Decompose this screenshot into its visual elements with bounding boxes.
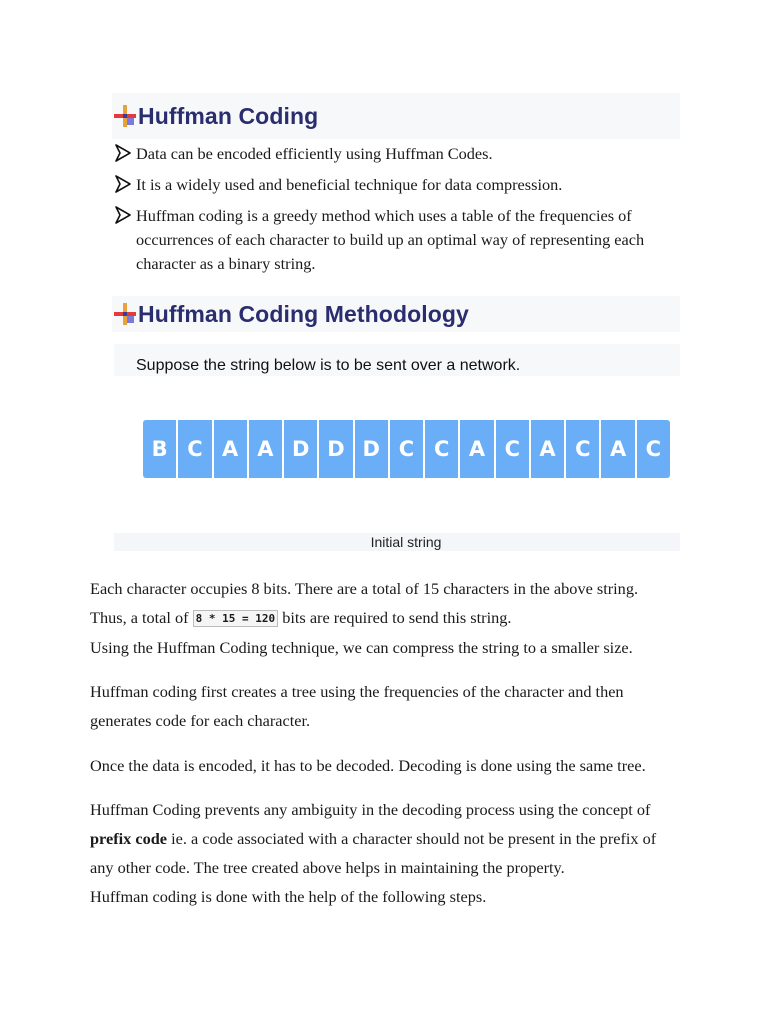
arrow-bullet-icon [114,175,132,193]
section-title: Huffman Coding [138,102,319,129]
text-span: bits are required to send this string. [282,608,512,627]
plus-cross-icon [114,105,136,127]
heading-bar-huffman-coding [112,93,680,139]
plus-cross-icon [114,303,136,325]
paragraph-line [90,603,690,633]
string-char-cell: D [353,420,388,478]
paragraph-bits [90,574,690,662]
string-char-cell: C [423,420,458,478]
bold-term: prefix code [90,829,168,848]
bullet-list [114,142,684,283]
list-item [114,204,684,276]
paragraph-tree: Huffman coding first creates a tree using the frequencies of the character and then generates code for each character. [90,682,624,730]
list-item [114,142,684,166]
figure-caption: Initial string [370,534,442,550]
heading-bar-methodology [112,296,680,332]
paragraph-line: Huffman coding is done with the help of the following steps. [90,887,487,906]
arrow-bullet-icon [114,206,132,224]
string-char-cell: A [212,420,247,478]
string-char-cell: D [282,420,317,478]
bullet-text: Data can be encoded efficiently using Huffman Codes. [136,144,493,163]
suppose-text: Suppose the string below is to be sent over a network. [136,357,521,374]
string-char-cell: D [317,420,352,478]
string-char-cell: C [564,420,599,478]
string-char-cell: B [151,437,168,461]
list-item [114,173,684,197]
string-char-cell: C [494,420,529,478]
text-span: Thus, a total of [90,608,189,627]
bullet-text: Huffman coding is a greedy method which uses a table of the frequencies of occurrences of each character to build up an optimal way of representing each character as a binary string. [136,206,645,273]
string-char-cell: A [599,420,634,478]
paragraph-decode: Once the data is encoded, it has to be decoded. Decoding is done using the same tree. [90,756,646,775]
initial-string-diagram [143,420,670,478]
bullet-text: It is a widely used and beneficial technique for data compression. [136,175,563,194]
string-char-cell: A [458,420,493,478]
string-char-cell: A [247,420,282,478]
text-span: ie. a code associated with a character should not be present in the prefix of any other code. The tree created above helps in maintaining the property. [90,829,657,877]
paragraph-line: Using the Huffman Coding technique, we can compress the string to a smaller size. [90,638,633,657]
string-char-cell: A [529,420,564,478]
string-char-cell: C [176,420,211,478]
section-title: Huffman Coding Methodology [138,300,469,327]
arrow-bullet-icon [114,144,132,162]
paragraph-prefix [90,795,662,911]
paragraph-line: Each character occupies 8 bits. There are a total of 15 characters in the above string. [90,579,639,598]
string-char-cell: C [388,420,423,478]
text-span: Huffman Coding prevents any ambiguity in the decoding process using the concept of [90,800,651,819]
inline-code: 8 * 15 = 120 [193,610,278,627]
string-char-cell: C [635,420,670,478]
